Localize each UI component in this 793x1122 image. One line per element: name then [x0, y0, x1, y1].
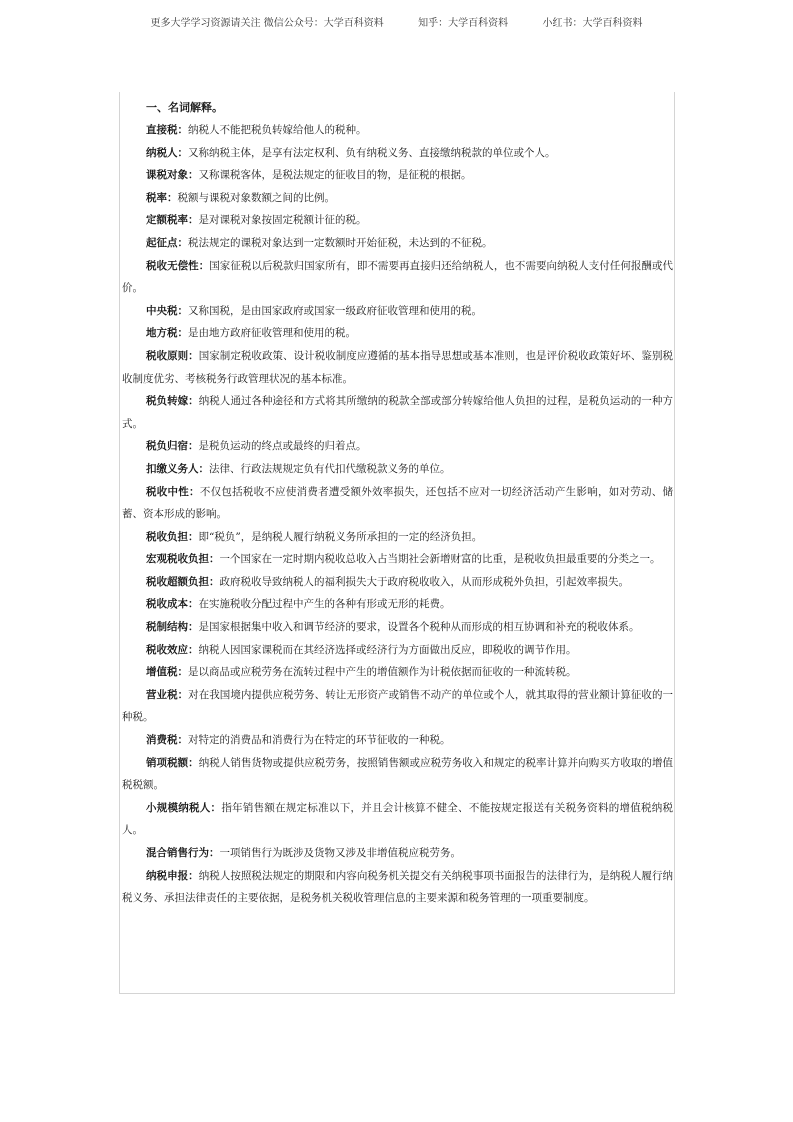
glossary-entry [122, 209, 673, 232]
glossary-entry [122, 322, 673, 345]
glossary-term: 税收中性： [146, 485, 200, 498]
glossary-entry [122, 435, 673, 458]
glossary-entry [122, 571, 673, 594]
glossary-definition: 是由地方政府征收管理和使用的税。 [188, 327, 356, 340]
glossary-entry [122, 639, 673, 662]
glossary-term: 课税对象： [146, 169, 199, 182]
glossary-term: 营业税： [146, 688, 189, 701]
glossary-entry [122, 142, 673, 165]
glossary-entry [122, 684, 673, 729]
glossary-definition: 政府税收导致纳税人的福利损失大于政府税收收入，从而形成税外负担，引起效率损失。 [219, 575, 629, 588]
glossary-entry [122, 119, 673, 142]
glossary-term: 定额税率： [146, 214, 199, 227]
glossary-entry [122, 752, 673, 797]
glossary-entry [122, 255, 673, 300]
glossary-term: 税收原则： [146, 349, 199, 362]
glossary-entry [122, 481, 673, 526]
header-zhihu-text: 知乎：大学百科资料 [418, 18, 509, 29]
glossary-term: 税收负担： [146, 530, 199, 543]
glossary-entry [122, 865, 673, 910]
glossary-definition: 国家征税以后税款归国家所有，即不需要再直接归还给纳税人，也不需要向纳税人支付任何报酬或代价。 [122, 259, 674, 295]
glossary-entry [122, 300, 673, 323]
glossary-definition: 国家制定税收政策、设计税收制度应遵循的基本指导思想或基本准则，也是评价税收政策好坏、鉴别税收制度优劣、考核税务行政管理状况的基本标准。 [122, 349, 674, 385]
glossary-term: 税收无偿性： [146, 259, 210, 272]
glossary-term: 起征点： [146, 236, 188, 249]
glossary-entry [122, 616, 673, 639]
glossary-definition: 又称课税客体，是税法规定的征收目的物，是征税的根据。 [198, 169, 472, 182]
glossary-entry [122, 458, 673, 481]
glossary-entry [122, 661, 673, 684]
glossary-definition: 税额与课税对象数额之间的比例。 [177, 191, 335, 204]
glossary-definition: 不仅包括税收不应使消费者遭受额外效率损失，还包括不应对一切经济活动产生影响，如对劳动、储蓄、资本形成的影响。 [122, 485, 674, 521]
header-xiaohongshu-text: 小红书：大学百科资料 [542, 18, 643, 29]
glossary-definition: 对特定的消费品和消费行为在特定的环节征收的一种税。 [188, 734, 451, 747]
glossary-term: 税制结构： [146, 621, 199, 634]
glossary-entry [122, 164, 673, 187]
glossary-definition: 是国家根据集中收入和调节经济的要求，设置各个税种从而形成的相互协调和补充的税收体系。 [198, 621, 640, 634]
glossary-term: 税收成本： [146, 598, 199, 611]
glossary-entry [122, 232, 673, 255]
glossary-term: 消费税： [146, 734, 188, 747]
glossary-term: 地方税： [146, 327, 188, 340]
glossary-term: 纳税人： [146, 146, 188, 159]
glossary-term: 直接税： [146, 124, 188, 136]
glossary-definition: 对在我国境内提供应税劳务、转让无形资产或销售不动产的单位或个人，就其取得的营业额计算征收的一种税。 [122, 688, 674, 724]
glossary-definition: 又称国税，是由国家政府或国家一级政府征收管理和使用的税。 [188, 304, 482, 317]
glossary-definition: 纳税人通过各种途径和方式将其所缴纳的税款全部或部分转嫁给他人负担的过程，是税负运动的一种方式。 [122, 395, 674, 430]
glossary-term: 中央税： [146, 304, 188, 317]
glossary-entry [122, 797, 673, 842]
glossary-definition: 纳税人因国家课税而在其经济选择或经济行为方面做出反应，即税收的调节作用。 [198, 643, 577, 656]
glossary-entry [122, 187, 673, 210]
glossary-entry [122, 842, 673, 865]
glossary-definition: 是以商品或应税劳务在流转过程中产生的增值额作为计税依据而征收的一种流转税。 [188, 666, 577, 679]
glossary-list [122, 119, 673, 910]
glossary-term: 纳税申报： [146, 869, 199, 882]
glossary-entry [122, 390, 673, 435]
glossary-entry [122, 593, 673, 616]
glossary-definition: 又称纳税主体，是享有法定权利、负有纳税义务、直接缴纳税款的单位或个人。 [188, 146, 556, 159]
page-header [0, 14, 793, 29]
glossary-definition: 纳税人按照税法规定的期限和内容向税务机关提交有关纳税事项书面报告的法律行为，是纳税人履行纳税义务、承担法律责任的主要依据，是税务机关税收管理信息的主要来源和税务管理的一项重要制度。 [122, 869, 674, 905]
glossary-definition: 在实施税收分配过程中产生的各种有形或无形的耗费。 [198, 598, 451, 611]
glossary-definition: 是对课税对象按固定税额计征的税。 [198, 214, 367, 227]
glossary-term: 税负转嫁： [146, 395, 199, 408]
glossary-definition: 指年销售额在规定标准以下，并且会计核算不健全、不能按规定报送有关税务资料的增值税纳税人。 [122, 801, 674, 837]
glossary-term: 税率： [146, 191, 178, 204]
glossary-term: 税负归宿： [146, 440, 199, 453]
glossary-definition: 一个国家在一定时期内税收总收入占当期社会新增财富的比重，是税收负担最重要的分类之一。 [219, 553, 661, 566]
glossary-term: 宏观税收负担： [146, 553, 220, 566]
glossary-definition: 纳税人销售货物或提供应税劳务，按照销售额或应税劳务收入和规定的税率计算并向购买方收取的增值税税额。 [122, 756, 674, 792]
glossary-definition: 一项销售行为既涉及货物又涉及非增值税应税劳务。 [219, 847, 461, 859]
glossary-term: 销项税额： [146, 756, 199, 769]
glossary-definition: 即“税负”，是纳税人履行纳税义务所承担的一定的经济负担。 [198, 530, 483, 543]
glossary-entry [122, 526, 673, 549]
glossary-definition: 法律、行政法规规定负有代扣代缴税款义务的单位。 [209, 462, 451, 475]
glossary-definition: 是税负运动的终点或最终的归着点。 [198, 440, 367, 453]
document-body [122, 97, 673, 910]
glossary-entry [122, 345, 673, 390]
glossary-definition: 纳税人不能把税负转嫁给他人的税种。 [188, 124, 367, 136]
glossary-term: 增值税： [146, 666, 188, 679]
glossary-entry [122, 548, 673, 571]
glossary-term: 税收超额负担： [146, 575, 220, 588]
glossary-term: 税收效应： [146, 643, 199, 656]
glossary-term: 混合销售行为： [146, 847, 220, 859]
header-wechat-text: 更多大学学习资源请关注 微信公众号：大学百科资料 [150, 18, 384, 29]
glossary-definition: 税法规定的课税对象达到一定数额时开始征税，未达到的不征税。 [188, 236, 493, 249]
section-title: 一、名词解释。 [146, 101, 223, 114]
glossary-term: 扣缴义务人： [146, 462, 209, 475]
glossary-entry [122, 729, 673, 752]
glossary-term: 小规模纳税人： [146, 801, 222, 814]
